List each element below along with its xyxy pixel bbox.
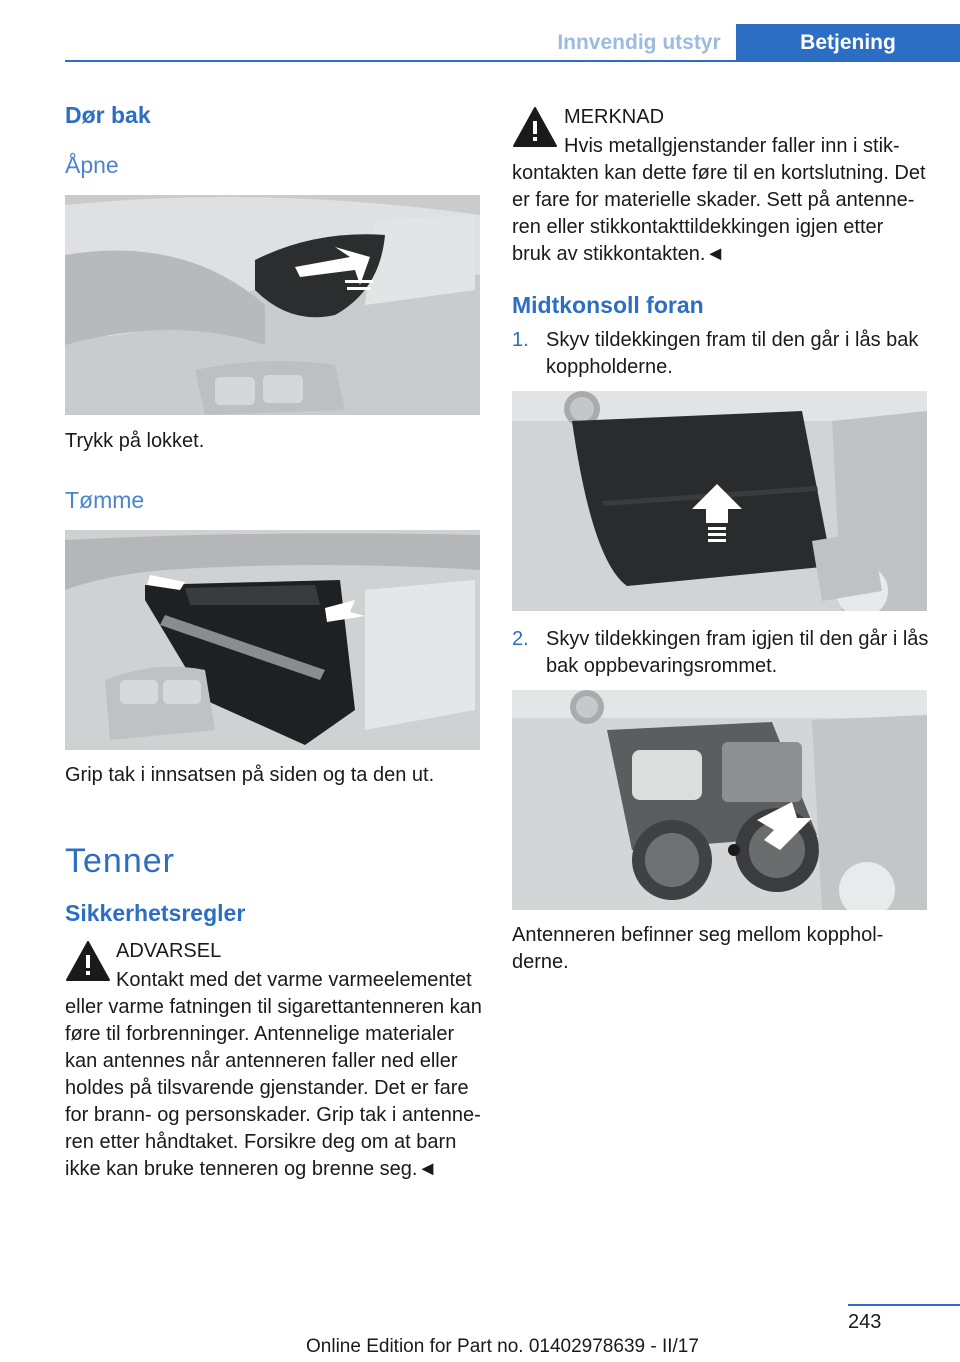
header-tab-section[interactable]: Betjening xyxy=(736,24,960,62)
warning-label: ADVARSEL xyxy=(116,940,222,962)
notice-text-first: Hvis metallgjenstander faller inn i stik- xyxy=(564,135,900,157)
warning-line: føre til forbrenninger. Antennelige materialer xyxy=(65,1023,455,1045)
warning-line: holdes på tilsvarende gjenstander. Det er fare xyxy=(65,1077,469,1099)
heading-console: Midtkonsoll foran xyxy=(512,292,704,318)
warning-text-first: Kontakt med det varme varmeelementet xyxy=(116,969,472,991)
warning-text-body xyxy=(65,994,485,1183)
photo-ashtray-remove xyxy=(65,530,480,750)
caption-line: Antenneren befinner seg mellom kopphol- xyxy=(512,924,884,946)
heading-door: Dør bak xyxy=(65,102,151,128)
warning-line: ikke kan bruke tenneren og brenne seg.◄ xyxy=(65,1158,438,1180)
step2-text xyxy=(546,626,928,680)
warning-icon xyxy=(65,940,111,982)
warning-line: kan antennes når antenneren faller ned eller xyxy=(65,1050,458,1072)
step1-line: Skyv tildekkingen fram til den går i lås bak xyxy=(546,329,919,351)
notice-icon xyxy=(512,106,558,148)
header-rule xyxy=(65,60,960,62)
page-number: 243 xyxy=(848,1311,882,1333)
photo-console-cover-closed xyxy=(512,391,927,611)
warning-line: for brann- og personskader. Grip tak i antenne- xyxy=(65,1104,481,1126)
step1-number: 1. xyxy=(512,329,529,351)
heading-empty: Tømme xyxy=(65,487,145,513)
step1-text xyxy=(546,327,918,381)
caption-empty: Grip tak i innsatsen på siden og ta den ut. xyxy=(65,764,435,786)
caption-line: derne. xyxy=(512,951,569,973)
step1-line: koppholderne. xyxy=(546,356,673,378)
footer-edition: Online Edition for Part no. 01402978639 - II/17 xyxy=(306,1336,699,1357)
header-tab-chapter[interactable]: Innvendig utstyr xyxy=(542,24,736,62)
photo-door-ashtray-open xyxy=(65,195,480,415)
photo-console-lighter xyxy=(512,690,927,910)
heading-lighter: Tenner xyxy=(65,842,175,880)
notice-text-body xyxy=(512,160,942,268)
caption-lighter-location xyxy=(512,922,883,976)
notice-line: ren eller stikkontakttildekkingen igjen etter xyxy=(512,216,884,238)
step2-line: Skyv tildekkingen fram igjen til den går i lås xyxy=(546,628,929,650)
warning-line: ren etter håndtaket. Forsikre deg om at barn xyxy=(65,1131,457,1153)
heading-safety: Sikkerhetsregler xyxy=(65,900,246,926)
notice-label: MERKNAD xyxy=(564,106,665,128)
caption-open: Trykk på lokket. xyxy=(65,430,205,452)
step2-number: 2. xyxy=(512,628,529,650)
heading-open: Åpne xyxy=(65,152,119,178)
notice-line: er fare for materielle skader. Sett på antenne- xyxy=(512,189,915,211)
warning-line: eller varme fatningen til sigarettantenneren kan xyxy=(65,996,482,1018)
notice-line: kontakten kan dette føre til en kortslutning. Det xyxy=(512,162,926,184)
step2-line: bak oppbevaringsrommet. xyxy=(546,655,778,677)
notice-line: bruk av stikkontakten.◄ xyxy=(512,243,726,265)
footer-rule xyxy=(848,1304,960,1306)
